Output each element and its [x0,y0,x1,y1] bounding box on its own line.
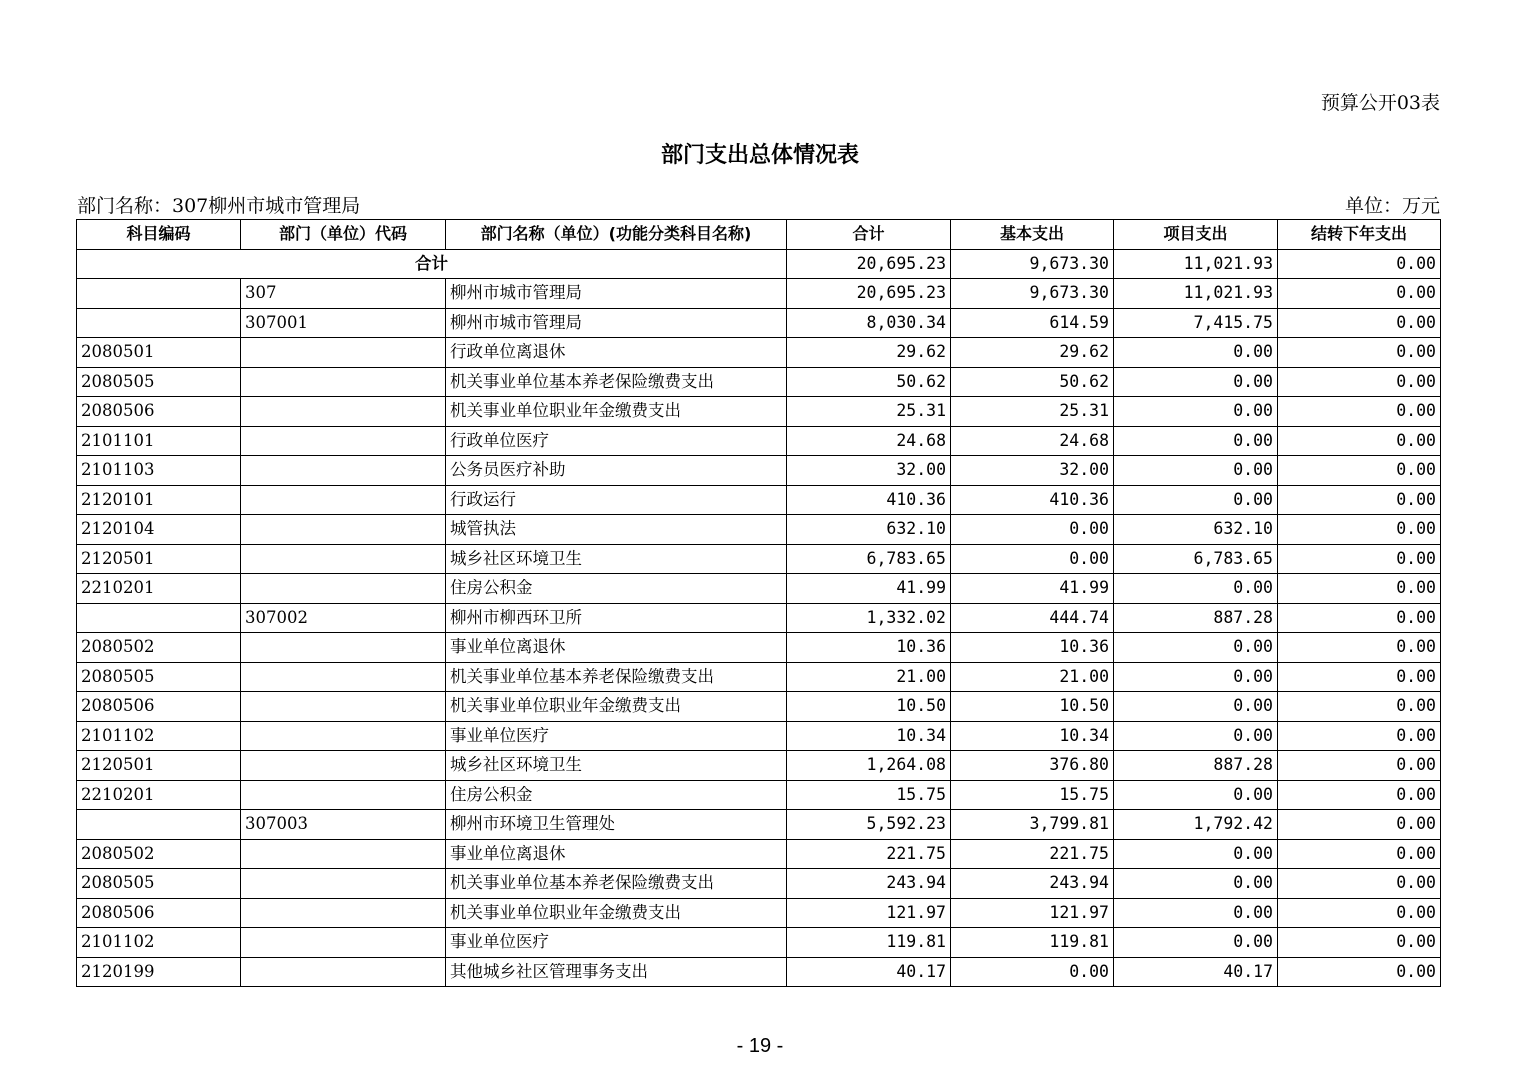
cell-total: 50.62 [787,367,951,397]
table-row [77,780,1441,810]
cell-name: 机关事业单位基本养老保险缴费支出 [446,367,787,397]
cell-total: 243.94 [787,869,951,899]
cell-carryover: 0.00 [1278,485,1441,515]
cell-carryover: 0.00 [1278,603,1441,633]
cell-carryover: 0.00 [1278,869,1441,899]
cell-project: 0.00 [1114,397,1278,427]
cell-name: 住房公积金 [446,574,787,604]
cell-unit-code [241,692,446,722]
cell-unit-code [241,780,446,810]
cell-project: 0.00 [1114,426,1278,456]
cell-basic: 10.36 [951,633,1114,663]
header-carryover: 结转下年支出 [1278,220,1441,250]
cell-basic: 410.36 [951,485,1114,515]
cell-basic: 221.75 [951,839,1114,869]
header-total: 合计 [787,220,951,250]
cell-carryover: 0.00 [1278,898,1441,928]
cell-total: 40.17 [787,957,951,987]
cell-total: 21.00 [787,662,951,692]
cell-unit-code [241,751,446,781]
cell-carryover: 0.00 [1278,308,1441,338]
cell-unit-code [241,574,446,604]
cell-total: 10.36 [787,633,951,663]
cell-project: 40.17 [1114,957,1278,987]
cell-total: 410.36 [787,485,951,515]
cell-name: 城乡社区环境卫生 [446,544,787,574]
cell-unit-code [241,367,446,397]
cell-subject-code: 2120501 [77,751,241,781]
cell-total: 1,264.08 [787,751,951,781]
cell-name: 柳州市柳西环卫所 [446,603,787,633]
cell-unit-code [241,928,446,958]
cell-project: 0.00 [1114,928,1278,958]
cell-basic: 0.00 [951,544,1114,574]
cell-subject-code: 2101101 [77,426,241,456]
cell-subject-code [77,603,241,633]
cell-carryover: 0.00 [1278,574,1441,604]
cell-subject-code: 2120501 [77,544,241,574]
cell-basic: 121.97 [951,898,1114,928]
cell-subject-code: 2080505 [77,367,241,397]
table-row [77,397,1441,427]
cell-name: 机关事业单位职业年金缴费支出 [446,898,787,928]
cell-basic: 50.62 [951,367,1114,397]
header-project: 项目支出 [1114,220,1278,250]
cell-project: 0.00 [1114,692,1278,722]
cell-total: 8,030.34 [787,308,951,338]
cell-total: 32.00 [787,456,951,486]
cell-subject-code [77,308,241,338]
cell-project: 1,792.42 [1114,810,1278,840]
table-row [77,662,1441,692]
cell-total: 20,695.23 [787,279,951,309]
cell-project: 0.00 [1114,574,1278,604]
cell-total: 25.31 [787,397,951,427]
cell-carryover: 0.00 [1278,456,1441,486]
table-row [77,692,1441,722]
cell-basic: 41.99 [951,574,1114,604]
cell-unit-code: 307003 [241,810,446,840]
cell-total: 221.75 [787,839,951,869]
cell-basic: 3,799.81 [951,810,1114,840]
total-project: 11,021.93 [1114,249,1278,279]
cell-name: 城乡社区环境卫生 [446,751,787,781]
cell-unit-code: 307002 [241,603,446,633]
cell-carryover: 0.00 [1278,780,1441,810]
cell-basic: 9,673.30 [951,279,1114,309]
cell-carryover: 0.00 [1278,426,1441,456]
cell-subject-code: 2080506 [77,898,241,928]
cell-carryover: 0.00 [1278,633,1441,663]
cell-total: 15.75 [787,780,951,810]
header-name: 部门名称（单位）(功能分类科目名称) [446,220,787,250]
cell-carryover: 0.00 [1278,810,1441,840]
total-total: 20,695.23 [787,249,951,279]
header-row [77,220,1441,250]
cell-unit-code [241,721,446,751]
table-row [77,338,1441,368]
cell-carryover: 0.00 [1278,721,1441,751]
cell-carryover: 0.00 [1278,515,1441,545]
cell-unit-code [241,456,446,486]
table-row [77,603,1441,633]
cell-unit-code [241,485,446,515]
unit-label: 单位：万元 [1344,195,1440,217]
cell-basic: 243.94 [951,869,1114,899]
page-number: - 19 - [736,1035,784,1057]
cell-name: 机关事业单位职业年金缴费支出 [446,692,787,722]
form-code-label: 预算公开03表 [1320,92,1440,114]
table-row [77,574,1441,604]
cell-project: 0.00 [1114,456,1278,486]
cell-total: 29.62 [787,338,951,368]
cell-name: 公务员医疗补助 [446,456,787,486]
table-row [77,426,1441,456]
table-row [77,279,1441,309]
cell-name: 事业单位医疗 [446,721,787,751]
cell-subject-code: 2210201 [77,780,241,810]
cell-project: 0.00 [1114,633,1278,663]
cell-carryover: 0.00 [1278,692,1441,722]
cell-total: 119.81 [787,928,951,958]
cell-unit-code [241,633,446,663]
table-row [77,633,1441,663]
cell-total: 1,332.02 [787,603,951,633]
total-carryover: 0.00 [1278,249,1441,279]
cell-name: 柳州市城市管理局 [446,279,787,309]
table-row [77,751,1441,781]
table-row [77,928,1441,958]
table-row [77,957,1441,987]
table-row [77,456,1441,486]
cell-total: 6,783.65 [787,544,951,574]
document-title: 部门支出总体情况表 [660,143,859,168]
cell-total: 632.10 [787,515,951,545]
header-basic: 基本支出 [951,220,1114,250]
cell-project: 7,415.75 [1114,308,1278,338]
table-row [77,485,1441,515]
cell-project: 0.00 [1114,338,1278,368]
cell-subject-code: 2120104 [77,515,241,545]
table-row [77,810,1441,840]
cell-subject-code: 2080505 [77,662,241,692]
cell-name: 其他城乡社区管理事务支出 [446,957,787,987]
cell-basic: 15.75 [951,780,1114,810]
cell-subject-code: 2210201 [77,574,241,604]
cell-subject-code: 2120101 [77,485,241,515]
cell-name: 城管执法 [446,515,787,545]
total-basic: 9,673.30 [951,249,1114,279]
cell-project: 887.28 [1114,603,1278,633]
cell-project: 11,021.93 [1114,279,1278,309]
cell-total: 24.68 [787,426,951,456]
cell-unit-code [241,515,446,545]
cell-carryover: 0.00 [1278,338,1441,368]
cell-unit-code [241,839,446,869]
cell-basic: 24.68 [951,426,1114,456]
cell-basic: 10.34 [951,721,1114,751]
table-row [77,839,1441,869]
table-row [77,515,1441,545]
cell-project: 0.00 [1114,839,1278,869]
cell-name: 行政单位医疗 [446,426,787,456]
table-row [77,898,1441,928]
cell-project: 0.00 [1114,869,1278,899]
cell-name: 柳州市城市管理局 [446,308,787,338]
expenditure-table [76,219,1441,987]
cell-basic: 376.80 [951,751,1114,781]
cell-project: 0.00 [1114,485,1278,515]
table-row [77,308,1441,338]
cell-subject-code: 2080506 [77,692,241,722]
cell-carryover: 0.00 [1278,397,1441,427]
cell-carryover: 0.00 [1278,662,1441,692]
cell-basic: 614.59 [951,308,1114,338]
cell-name: 住房公积金 [446,780,787,810]
table-row [77,367,1441,397]
cell-name: 机关事业单位基本养老保险缴费支出 [446,869,787,899]
cell-unit-code [241,898,446,928]
cell-subject-code: 2080502 [77,633,241,663]
cell-project: 6,783.65 [1114,544,1278,574]
cell-basic: 0.00 [951,515,1114,545]
cell-subject-code [77,810,241,840]
cell-basic: 10.50 [951,692,1114,722]
cell-unit-code [241,957,446,987]
cell-basic: 29.62 [951,338,1114,368]
cell-project: 0.00 [1114,367,1278,397]
cell-subject-code: 2120199 [77,957,241,987]
cell-basic: 444.74 [951,603,1114,633]
cell-carryover: 0.00 [1278,751,1441,781]
cell-total: 41.99 [787,574,951,604]
cell-project: 887.28 [1114,751,1278,781]
cell-name: 行政运行 [446,485,787,515]
cell-project: 0.00 [1114,721,1278,751]
cell-unit-code [241,869,446,899]
header-subject-code: 科目编码 [77,220,241,250]
cell-total: 121.97 [787,898,951,928]
cell-subject-code: 2080505 [77,869,241,899]
cell-total: 10.34 [787,721,951,751]
cell-project: 0.00 [1114,780,1278,810]
cell-name: 机关事业单位职业年金缴费支出 [446,397,787,427]
cell-subject-code: 2101103 [77,456,241,486]
cell-name: 事业单位离退休 [446,633,787,663]
cell-project: 0.00 [1114,662,1278,692]
meta-row [77,191,1440,217]
cell-basic: 25.31 [951,397,1114,427]
total-row [77,249,1441,279]
header-unit-code: 部门（单位）代码 [241,220,446,250]
cell-total: 10.50 [787,692,951,722]
table-row [77,544,1441,574]
cell-name: 事业单位离退休 [446,839,787,869]
cell-carryover: 0.00 [1278,367,1441,397]
cell-unit-code: 307 [241,279,446,309]
cell-name: 机关事业单位基本养老保险缴费支出 [446,662,787,692]
cell-carryover: 0.00 [1278,839,1441,869]
cell-unit-code [241,397,446,427]
cell-carryover: 0.00 [1278,544,1441,574]
cell-unit-code [241,662,446,692]
total-label: 合计 [77,249,787,279]
cell-name: 行政单位离退休 [446,338,787,368]
cell-total: 5,592.23 [787,810,951,840]
cell-subject-code: 2101102 [77,721,241,751]
cell-project: 632.10 [1114,515,1278,545]
cell-subject-code [77,279,241,309]
cell-subject-code: 2080506 [77,397,241,427]
cell-subject-code: 2080502 [77,839,241,869]
cell-unit-code [241,426,446,456]
cell-project: 0.00 [1114,898,1278,928]
table-row [77,869,1441,899]
cell-basic: 21.00 [951,662,1114,692]
table-row [77,721,1441,751]
cell-basic: 119.81 [951,928,1114,958]
cell-unit-code [241,338,446,368]
cell-name: 柳州市环境卫生管理处 [446,810,787,840]
cell-basic: 0.00 [951,957,1114,987]
cell-unit-code [241,544,446,574]
cell-unit-code: 307001 [241,308,446,338]
cell-subject-code: 2080501 [77,338,241,368]
cell-subject-code: 2101102 [77,928,241,958]
cell-carryover: 0.00 [1278,957,1441,987]
cell-name: 事业单位医疗 [446,928,787,958]
cell-carryover: 0.00 [1278,279,1441,309]
cell-basic: 32.00 [951,456,1114,486]
department-label: 部门名称：307柳州市城市管理局 [77,195,361,217]
cell-carryover: 0.00 [1278,928,1441,958]
